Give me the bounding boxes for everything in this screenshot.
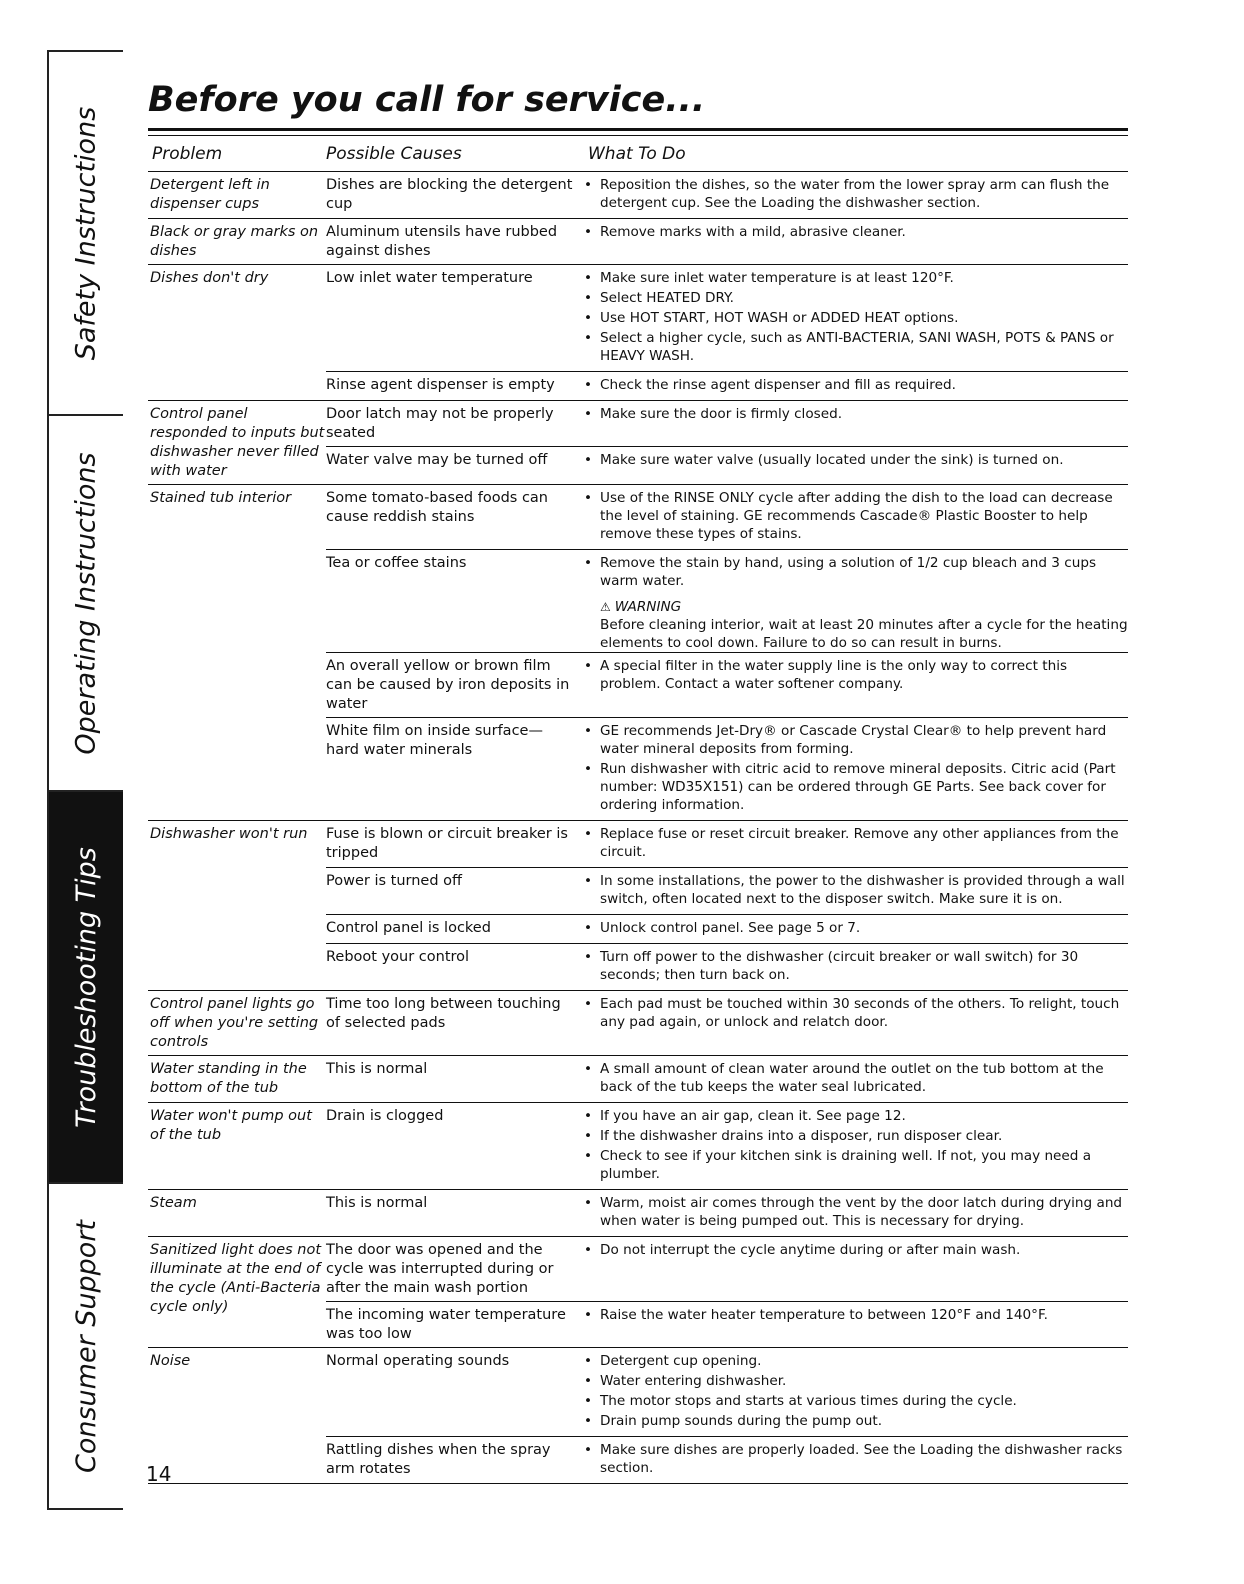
possible-cause: Time too long between touching of selected pads (326, 996, 561, 1031)
what-to-do (580, 550, 1128, 652)
possible-cause: Drain is clogged (326, 1108, 444, 1124)
problem-group (148, 401, 1128, 485)
causes-column (326, 821, 1128, 990)
possible-cause: Reboot your control (326, 949, 470, 965)
cause-row (326, 401, 1128, 446)
todo-item: • Remove marks with a mild, abrasive cleaner. (580, 223, 1128, 241)
causes-column (326, 1237, 1128, 1347)
todo-list (580, 718, 1128, 820)
todo-item: • Each pad must be touched within 30 seconds of the others. To relight, touch any pad again, or unlock and relatch door. (580, 995, 1128, 1031)
what-to-do (580, 1056, 1128, 1102)
todo-item: • Detergent cup opening. (580, 1352, 1128, 1370)
todo-item: • Do not interrupt the cycle anytime during or after main wash. (580, 1241, 1128, 1259)
cause-row (326, 867, 1128, 914)
causes-column (326, 172, 1128, 218)
causes-column (326, 1056, 1128, 1102)
todo-list (580, 821, 1128, 867)
troubleshooting-table (148, 135, 1128, 1484)
problem-text: Dishes don't dry (150, 270, 269, 286)
todo-item: • Make sure dishes are properly loaded. See the Loading the dishwasher racks section. (580, 1441, 1128, 1477)
todo-item: • Select HEATED DRY. (580, 289, 1128, 307)
todo-item: • Raise the water heater temperature to between 120°F and 140°F. (580, 1306, 1128, 1324)
what-to-do (580, 1302, 1128, 1347)
tab-label: Safety Instructions (70, 106, 102, 360)
todo-list (580, 447, 1128, 475)
what-to-do (580, 219, 1128, 264)
what-to-do (580, 1437, 1128, 1483)
problem-text: Detergent left in dispenser cups (150, 177, 270, 212)
todo-list (580, 1237, 1128, 1265)
cause-row (326, 1103, 1128, 1189)
possible-cause: Power is turned off (326, 873, 463, 889)
warning-icon: ⚠ (600, 600, 611, 614)
what-to-do (580, 821, 1128, 867)
what-to-do (580, 485, 1128, 549)
problem-text: Dishwasher won't run (150, 826, 308, 842)
possible-cause: Water valve may be turned off (326, 452, 548, 468)
cause-row (326, 1301, 1128, 1347)
problem-group (148, 1103, 1128, 1190)
tab-label: Operating Instructions (70, 451, 102, 755)
warning-block (580, 598, 1128, 652)
cause-row (326, 1190, 1128, 1236)
problem-group (148, 219, 1128, 265)
cause-row (326, 265, 1128, 371)
problem-group (148, 1348, 1128, 1484)
possible-cause: Door latch may not be properly seated (326, 406, 554, 441)
todo-list (580, 868, 1128, 914)
problem-text: Control panel responded to inputs but dishwasher never filled with water (150, 406, 325, 479)
table-header (148, 135, 1128, 172)
todo-item: • Select a higher cycle, such as ANTI-BACTERIA, SANI WASH, POTS & PANS or HEAVY WASH. (580, 329, 1128, 365)
cause-row (326, 652, 1128, 717)
todo-item: • Check the rinse agent dispenser and fill as required. (580, 376, 1128, 394)
possible-cause: Normal operating sounds (326, 1353, 510, 1369)
tab-label: Troubleshooting Tips (70, 846, 102, 1128)
problem-text: Stained tub interior (150, 490, 292, 506)
problem-group (148, 172, 1128, 219)
tab-consumer-support[interactable] (49, 1182, 123, 1508)
what-to-do (580, 265, 1128, 371)
what-to-do (580, 915, 1128, 943)
cause-row (326, 549, 1128, 652)
todo-item: • Use HOT START, HOT WASH or ADDED HEAT options. (580, 309, 1128, 327)
what-to-do (580, 1348, 1128, 1436)
todo-item: • Make sure water valve (usually located under the sink) is turned on. (580, 451, 1128, 469)
cause-row (326, 821, 1128, 867)
tab-troubleshooting-tips[interactable] (49, 790, 123, 1182)
todo-list (580, 1437, 1128, 1483)
todo-item: • Water entering dishwasher. (580, 1372, 1128, 1390)
cause-row (326, 1237, 1128, 1301)
problem-text: Steam (150, 1195, 197, 1211)
cause-row (326, 172, 1128, 218)
problem-group (148, 821, 1128, 991)
section-tab-strip (47, 50, 123, 1510)
todo-list (580, 991, 1128, 1037)
todo-item: • Remove the stain by hand, using a solution of 1/2 cup bleach and 3 cups warm water. (580, 554, 1128, 590)
problem-group (148, 1056, 1128, 1103)
todo-item: • If you have an air gap, clean it. See page 12. (580, 1107, 1128, 1125)
todo-list (580, 653, 1128, 699)
problem-group (148, 991, 1128, 1056)
todo-list (580, 485, 1128, 549)
cause-row (326, 485, 1128, 549)
todo-list (580, 1056, 1128, 1102)
problem-group (148, 1190, 1128, 1237)
header-what-to-do: What To Do (588, 144, 686, 164)
possible-cause: An overall yellow or brown film can be caused by iron deposits in water (326, 658, 570, 712)
possible-cause: Rinse agent dispenser is empty (326, 377, 555, 393)
possible-cause: Aluminum utensils have rubbed against dishes (326, 224, 558, 259)
cause-row (326, 219, 1128, 264)
problem-group (148, 1237, 1128, 1348)
cause-row (326, 446, 1128, 475)
possible-cause: Fuse is blown or circuit breaker is tripped (326, 826, 568, 861)
what-to-do (580, 447, 1128, 475)
causes-column (326, 485, 1128, 820)
cause-row (326, 1436, 1128, 1483)
possible-cause: Control panel is locked (326, 920, 491, 936)
todo-item: • Reposition the dishes, so the water from the lower spray arm can flush the detergent cup. See the Loading the dishwasher section. (580, 176, 1128, 212)
problem-text: Sanitized light does not illuminate at the end of the cycle (Anti-Bacteria cycle only) (150, 1242, 322, 1315)
causes-column (326, 991, 1128, 1055)
tab-safety-instructions[interactable] (49, 52, 123, 414)
todo-item: • In some installations, the power to the dishwasher is provided through a wall switch, often located next to the disposer switch. Make sure it is on. (580, 872, 1128, 908)
todo-list (580, 401, 1128, 429)
possible-cause: This is normal (326, 1061, 428, 1077)
tab-operating-instructions[interactable] (49, 414, 123, 790)
cause-row (326, 371, 1128, 400)
todo-list (580, 944, 1128, 990)
todo-item: • Run dishwasher with citric acid to remove mineral deposits. Citric acid (Part number: WD35X151) can be ordered through GE Parts. See back cover for ordering information. (580, 760, 1128, 814)
causes-column (326, 1190, 1128, 1236)
cause-row (326, 914, 1128, 943)
causes-column (326, 1103, 1128, 1189)
possible-cause: Some tomato-based foods can cause reddish stains (326, 490, 548, 525)
problem-group (148, 265, 1128, 401)
what-to-do (580, 1190, 1128, 1236)
possible-cause: Rattling dishes when the spray arm rotates (326, 1442, 551, 1477)
causes-column (326, 219, 1128, 264)
todo-item: • Warm, moist air comes through the vent by the door latch during drying and when water is being pumped out. This is necessary for drying. (580, 1194, 1128, 1230)
todo-item: • Use of the RINSE ONLY cycle after adding the dish to the load can decrease the level of staining. GE recommends Cascade® Plastic Booster to help remove these types of stains. (580, 489, 1128, 543)
todo-item: • GE recommends Jet-Dry® or Cascade Crystal Clear® to help prevent hard water mineral deposits from forming. (580, 722, 1128, 758)
todo-list (580, 1190, 1128, 1236)
causes-column (326, 401, 1128, 484)
problem-text: Noise (150, 1353, 191, 1369)
what-to-do (580, 718, 1128, 820)
header-possible-causes: Possible Causes (326, 144, 462, 164)
todo-list (580, 265, 1128, 371)
what-to-do (580, 653, 1128, 717)
todo-item: • Check to see if your kitchen sink is draining well. If not, you may need a plumber. (580, 1147, 1128, 1183)
todo-list (580, 372, 1128, 400)
possible-cause: The door was opened and the cycle was interrupted during or after the main wash portion (326, 1242, 554, 1296)
todo-list (580, 1302, 1128, 1330)
what-to-do (580, 944, 1128, 990)
todo-list (580, 915, 1128, 943)
tab-label: Consumer Support (70, 1219, 102, 1473)
todo-list (580, 550, 1128, 596)
page-number: 14 (146, 1462, 172, 1486)
possible-cause: Dishes are blocking the detergent cup (326, 177, 573, 212)
possible-cause: White film on inside surface— hard water minerals (326, 723, 543, 758)
todo-item: • The motor stops and starts at various times during the cycle. (580, 1392, 1128, 1410)
todo-item: • A small amount of clean water around the outlet on the tub bottom at the back of the tub keeps the water seal lubricated. (580, 1060, 1128, 1096)
problem-text: Control panel lights go off when you're setting controls (150, 996, 319, 1050)
header-problem: Problem (152, 144, 223, 164)
possible-cause: Low inlet water temperature (326, 270, 533, 286)
page-title: Before you call for service... (148, 80, 706, 120)
cause-row (326, 1348, 1128, 1436)
what-to-do (580, 1103, 1128, 1189)
what-to-do (580, 991, 1128, 1037)
what-to-do (580, 172, 1128, 218)
problem-text: Water standing in the bottom of the tub (150, 1061, 307, 1096)
title-rule (148, 128, 1128, 131)
todo-item: • If the dishwasher drains into a disposer, run disposer clear. (580, 1127, 1128, 1145)
cause-row (326, 991, 1128, 1037)
todo-item: • Turn off power to the dishwasher (circuit breaker or wall switch) for 30 seconds; then turn back on. (580, 948, 1128, 984)
table-body (148, 172, 1128, 1484)
todo-item: • Unlock control panel. See page 5 or 7. (580, 919, 1128, 937)
warning-title: WARNING (614, 599, 682, 615)
cause-row (326, 1056, 1128, 1102)
problem-group (148, 485, 1128, 821)
what-to-do (580, 401, 1128, 446)
todo-list (580, 172, 1128, 218)
what-to-do (580, 1237, 1128, 1301)
todo-item: • Make sure the door is firmly closed. (580, 405, 1128, 423)
cause-row (326, 943, 1128, 990)
todo-item: • Replace fuse or reset circuit breaker. Remove any other appliances from the circuit. (580, 825, 1128, 861)
possible-cause: Tea or coffee stains (326, 555, 467, 571)
todo-item: • A special filter in the water supply line is the only way to correct this problem. Contact a water softener company. (580, 657, 1128, 693)
cause-row (326, 717, 1128, 820)
possible-cause: The incoming water temperature was too low (326, 1307, 566, 1342)
causes-column (326, 265, 1128, 400)
possible-cause: This is normal (326, 1195, 428, 1211)
todo-list (580, 219, 1128, 247)
todo-item: • Make sure inlet water temperature is at least 120°F. (580, 269, 1128, 287)
causes-column (326, 1348, 1128, 1483)
warning-text: Before cleaning interior, wait at least 20 minutes after a cycle for the heating elements to cool down. Failure to do so can result in burns. (600, 617, 1128, 651)
what-to-do (580, 372, 1128, 400)
problem-text: Black or gray marks on dishes (150, 224, 319, 259)
todo-list (580, 1103, 1128, 1189)
problem-text: Water won't pump out of the tub (150, 1108, 312, 1143)
todo-item: • Drain pump sounds during the pump out. (580, 1412, 1128, 1430)
what-to-do (580, 868, 1128, 914)
todo-list (580, 1348, 1128, 1436)
